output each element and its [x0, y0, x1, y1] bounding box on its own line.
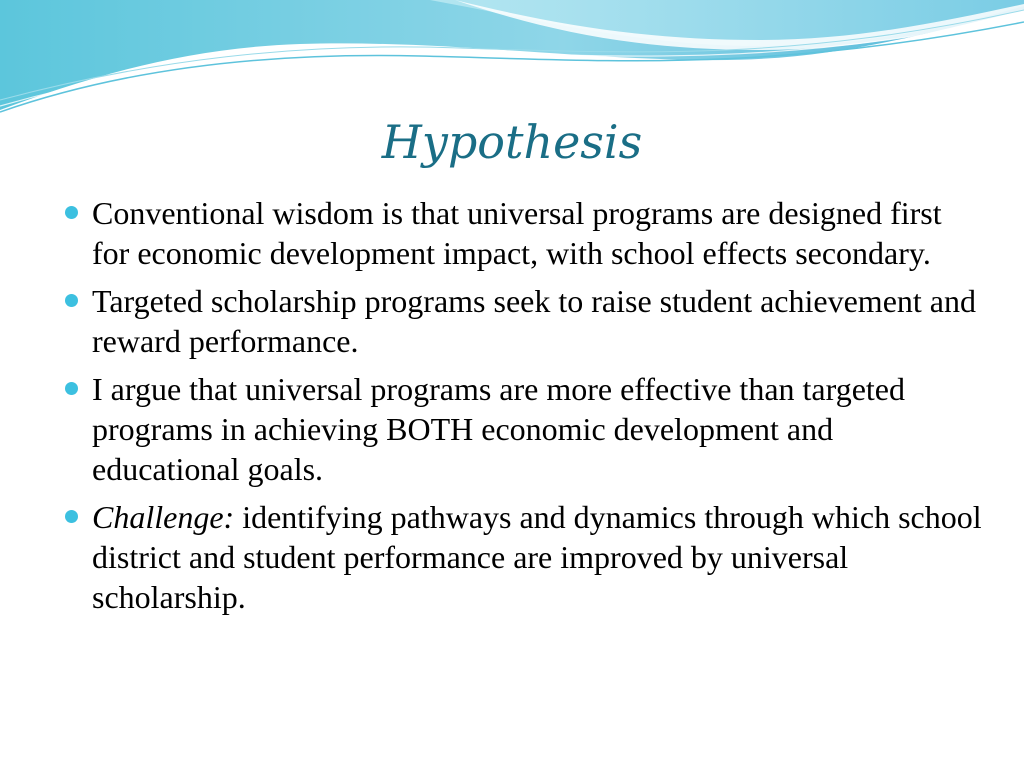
slide-title: Hypothesis — [381, 115, 643, 169]
bullet-item — [62, 281, 982, 361]
bullet-item — [62, 497, 982, 617]
bullet-item — [62, 369, 982, 489]
bullet-dot-icon — [65, 294, 78, 307]
bullet-text: I argue that universal programs are more effective than targeted programs in achieving BOTH economic development and educational goals. — [92, 371, 905, 487]
bullet-dot-icon — [65, 382, 78, 395]
bullet-text: Targeted scholarship programs seek to raise student achievement and reward performance. — [92, 283, 976, 359]
bullet-text: identifying pathways and dynamics through which school district and student performance are improved by universal scholarship. — [92, 499, 982, 615]
bullet-dot-icon — [65, 206, 78, 219]
bullet-text: Conventional wisdom is that universal programs are designed first for economic development impact, with school effects secondary. — [92, 195, 942, 271]
bullet-item — [62, 193, 982, 273]
header-wave-decoration — [0, 0, 1024, 130]
bullet-dot-icon — [65, 510, 78, 523]
bullet-list — [62, 193, 982, 625]
bullet-lead-italic: Challenge: — [92, 499, 235, 535]
